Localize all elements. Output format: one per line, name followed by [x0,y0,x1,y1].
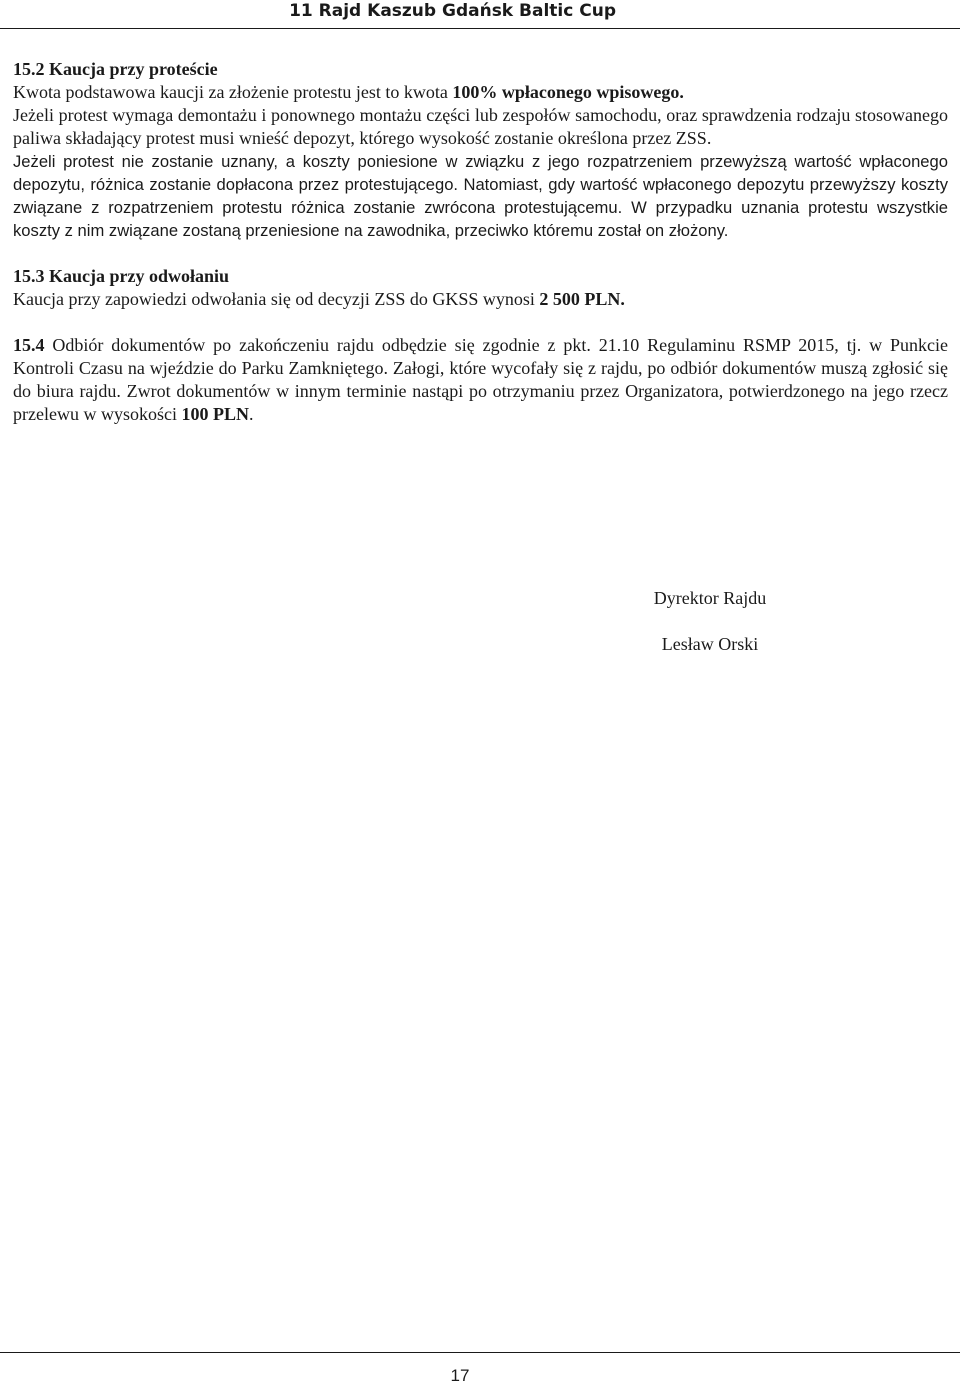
appeal-text: Kaucja przy zapowiedzi odwołania się od decyzji ZSS do GKSS wynosi [13,289,540,309]
deposit-text: Kwota podstawowa kaucji za złożenie protestu jest to kwota [13,82,453,102]
header-title: 11 Rajd Kaszub Gdańsk Baltic Cup [289,1,616,21]
page-footer [0,1352,960,1395]
page-number: 17 [450,1366,470,1385]
section-15-4-number: 15.4 [13,335,45,355]
section-15-3-text [13,288,948,311]
section-15-2-heading: 15.2 Kaucja przy proteście [13,59,218,79]
section-15-4-text [13,334,948,426]
section-15-2-paragraph-2: Jeżeli protest wymaga demontażu i ponownego montażu części lub zespołów samochodu, oraz sprawdzenia rodzaju stosowanego paliwa składający protest musi wnieść depozyt, którego wysokość zostanie określona przez ZSS. [13,105,948,148]
signature-name: Lesław Orski [661,634,759,654]
section-15-2-paragraph-1 [13,81,948,104]
deposit-amount: 100% wpłaconego wpisowego. [452,82,684,102]
document-body [13,58,948,426]
section-15-3-heading: 15.3 Kaucja przy odwołaniu [13,266,230,286]
signature-title: Dyrektor Rajdu [653,588,767,608]
page-header [0,0,960,29]
documents-amount: 100 PLN [181,404,249,424]
appeal-amount: 2 500 PLN. [539,289,625,309]
documents-text: Odbiór dokumentów po zakończeniu rajdu odbędzie się zgodnie z pkt. 21.10 Regulaminu RSMP 2015, tj. w Punkcie Kontroli Czasu na wjeździe do Parku Zamkniętego. Załogi, które wycofały się z rajdu, po odbiór dokumentów muszą zgłosić się do biura rajdu. Zwrot dokumentów w innym terminie nastąpi po otrzymaniu przez Organizatora, potwierdzonego na jego rzecz przelewu w wysokości [13,335,948,424]
documents-end: . [248,404,254,424]
section-15-2-paragraph-3: Jeżeli protest nie zostanie uznany, a koszty poniesione w związku z jego rozpatrzeniem przewyższą wartość wpłaconego depozytu, różnica zostanie dopłacona przez protestującego. Natomiast, gdy wartość wpłaconego depozytu przewyższy koszty związane z rozpatrzeniem protestu różnica zostanie zwrócona protestującemu. W przypadku uznania protestu wszystkie koszty z nim związane zostaną przeniesione na zawodnika, przeciwko któremu został on złożony. [13,152,948,240]
